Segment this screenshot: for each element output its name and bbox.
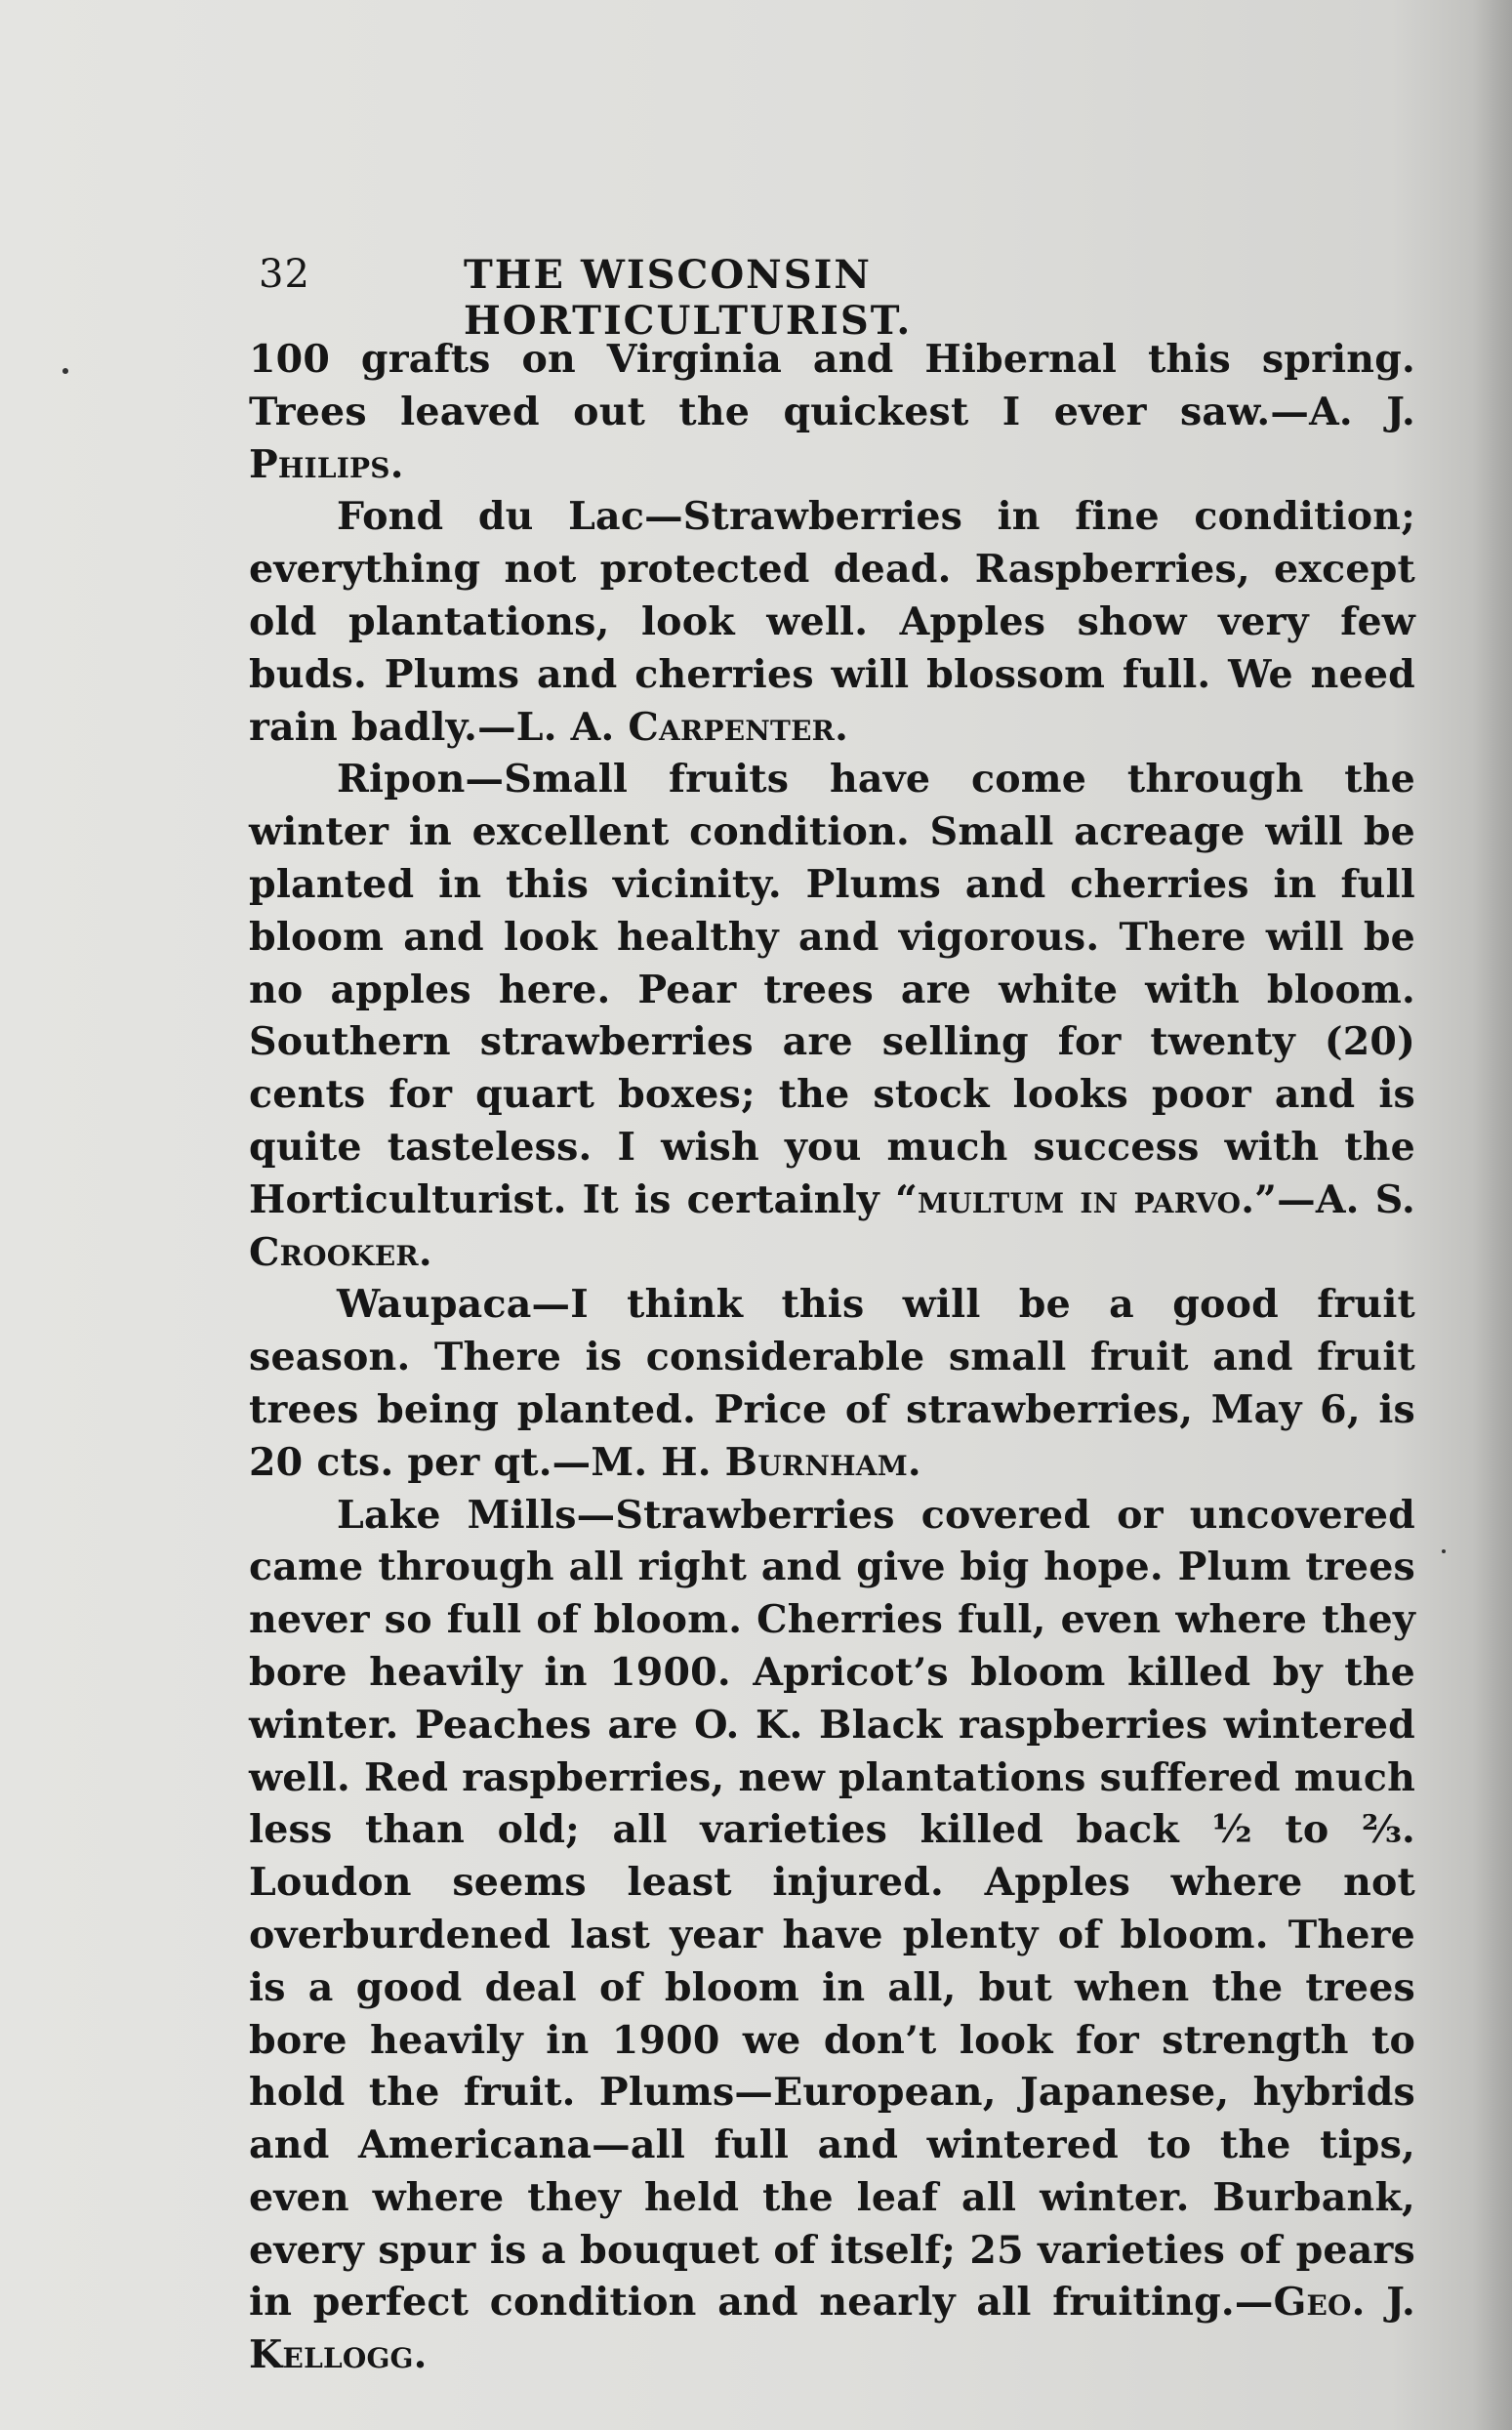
paragraph — [249, 754, 1415, 1279]
specks — [62, 368, 68, 374]
signature: L. A. Carpenter. — [515, 704, 849, 750]
paragraph-text: 100 grafts on Virginia and Hibernal this spring. Trees leaved out the quickest I ever saw.— — [249, 337, 1415, 434]
signature: Geo. J. Kellogg. — [249, 2280, 1415, 2378]
paragraph-text: Lake Mills—Strawberries covered or uncovered came through all right and give big hope. Plum trees never so full of bloom. Cherries full, even where they bore heavily in 1900. Apricot’s bloom killed by the winter. Peaches are O. K. Black raspberries wintered well. Red raspberries, new plantations suffered much less than old; all varieties killed back ½ to ⅔. Loudon seems least injured. Apples where not overburdened last year have plenty of bloom. There is a good deal of bloom in all, but when the trees bore heavily in 1900 we don’t look for strength to hold the fruit. Plums—European, Japanese, hybrids and Americana—all full and wintered to the tips, even where they held the leaf all winter. Burbank, every spur is a bouquet of itself; 25 varieties of pears in perfect condition and nearly all fruiting.— — [249, 1492, 1415, 2326]
article-body — [249, 334, 1415, 2382]
latin-phrase: “multum in parvo.” — [895, 1176, 1278, 1222]
paragraph-text: Fond du Lac—Strawberries in fine condition; everything not protected dead. Raspberries, except old plantations, look well. Apples show very few buds. Plums and cherries will blossom full. We need rain badly.— — [249, 494, 1415, 750]
paragraph — [249, 1279, 1415, 1489]
paragraph — [249, 491, 1415, 754]
paragraph — [249, 1490, 1415, 2383]
signature: A. S. Crooker. — [249, 1176, 1415, 1275]
running-title: THE WISCONSIN HORTICULTURIST. — [464, 252, 913, 344]
paragraph-text: Waupaca—I think this will be a good fruit season. There is considerable small fruit and fruit trees being planted. Price of strawberries, May 6, is 20 cts. per qt.— — [249, 1282, 1415, 1485]
paragraph — [249, 334, 1415, 491]
specks — [1442, 1549, 1446, 1553]
signature: A. J. Philips. — [249, 389, 1415, 487]
signature: M. H. Burnham. — [591, 1439, 921, 1485]
paragraph-text: — — [1277, 1176, 1316, 1222]
page-header — [259, 252, 1254, 344]
page-edge-shadow — [1473, 0, 1512, 2430]
paragraph-text: Ripon—Small fruits have come through the winter in excellent condition. Small acreage will be planted in this vicinity. Plums and cherries in full bloom and look healthy and vigorous. There will be no apples here. Pear trees are white with bloom. Southern strawberries are selling for twenty (20) cents for quart boxes; the stock looks poor and is quite tasteless. I wish you much success with the Horticulturist. It is certainly — [249, 757, 1415, 1222]
page-number: 32 — [259, 252, 310, 297]
